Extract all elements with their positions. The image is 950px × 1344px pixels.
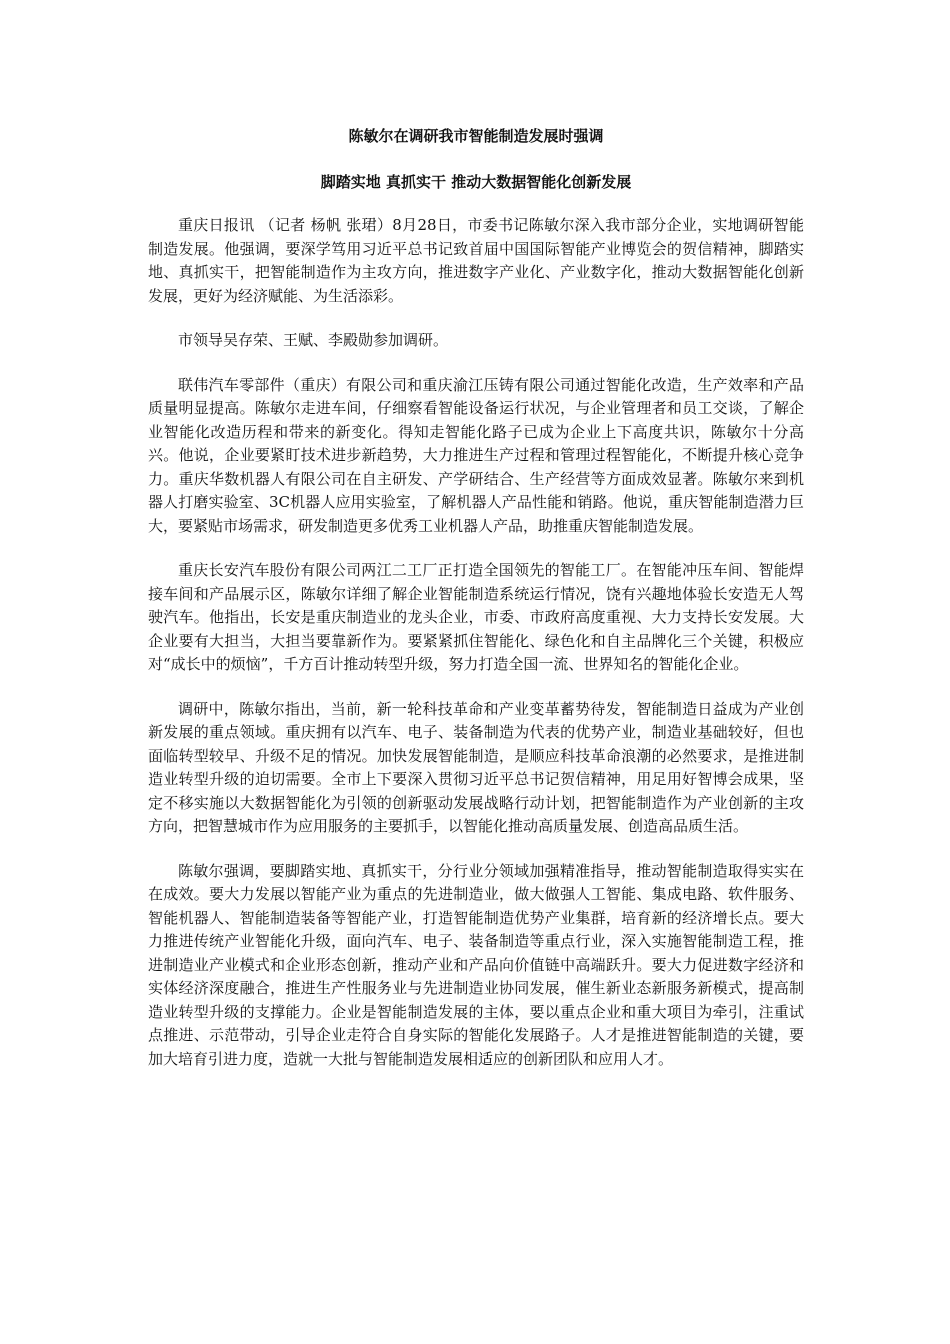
paragraph-lianwei-visit: 联伟汽车零部件（重庆）有限公司和重庆渝江压铸有限公司通过智能化改造，生产效率和产品质量明显提高。陈敏尔走进车间，仔细察看智能设备运行状况，与企业管理者和员工交谈，了解企业智能化改造历程和带来的新变化。得知走智能化路子已成为企业上下高度共识，陈敏尔十分高兴。他说，企业要紧盯技术进步新趋势，大力推进生产过程和管理过程智能化，不断提升核心竞争力。重庆华数机器人有限公司在自主研发、产学研结合、生产经营等方面成效显著。陈敏尔来到机器人打磨实验室、3C机器人应用实验室，了解机器人产品性能和销路。他说，重庆智能制造潜力巨大，要紧贴市场需求，研发制造更多优秀工业机器人产品，助推重庆智能制造发展。 xyxy=(148,375,804,535)
article-title: 陈敏尔在调研我市智能制造发展时强调 xyxy=(348,127,604,145)
article-subtitle: 脚踏实地 真抓实干 推动大数据智能化创新发展 xyxy=(320,173,632,191)
paragraph-changan-visit: 重庆长安汽车股份有限公司两江二工厂正打造全国领先的智能工厂。在智能冲压车间、智能焊接车间和产品展示区，陈敏尔详细了解企业智能制造系统运行情况，饶有兴趣地体验长安造无人驾驶汽车。他指出，长安是重庆制造业的龙头企业，市委、市政府高度重视、大力支持长安发展。大企业要有大担当，大担当要靠新作为。要紧紧抓住智能化、绿色化和自主品牌化三个关键，积极应对“成长中的烦恼”，千方百计推动转型升级，努力打造全国一流、世界知名的智能化企业。 xyxy=(148,561,804,673)
document-page xyxy=(148,126,804,1092)
paragraph-lead: 重庆日报讯 （记者 杨帆 张珺）8月28日，市委书记陈敏尔深入我市部分企业，实地调研智能制造发展。他强调，要深学笃用习近平总书记致首届中国国际智能产业博览会的贺信精神，脚踏实地、真抓实干，把智能制造作为主攻方向，推进数字产业化、产业数字化，推动大数据智能化创新发展，更好为经济赋能、为生活添彩。 xyxy=(148,216,804,305)
paragraph-remarks: 调研中，陈敏尔指出，当前，新一轮科技革命和产业变革蓄势待发，智能制造日益成为产业创新发展的重点领域。重庆拥有以汽车、电子、装备制造为代表的优势产业，制造业基础较好，但也面临转型较早、升级不足的情况。加快发展智能制造，是顺应科技革命浪潮的必然要求，是推进制造业转型升级的迫切需要。全市上下要深入贯彻习近平总书记贺信精神，用足用好智博会成果，坚定不移实施以大数据智能化为引领的创新驱动发展战略行动计划，把智能制造作为产业创新的主攻方向，把智慧城市作为应用服务的主要抓手，以智能化推动高质量发展、创造高品质生活。 xyxy=(148,699,804,835)
article-body xyxy=(148,214,804,1071)
paragraph-emphasis: 陈敏尔强调，要脚踏实地、真抓实干，分行业分领域加强精准指导，推动智能制造取得实实在在成效。要大力发展以智能产业为重点的先进制造业，做大做强人工智能、集成电路、软件服务、智能机器人、智能制造装备等智能产业，打造智能制造优势产业集群，培育新的经济增长点。要大力推进传统产业智能化升级，面向汽车、电子、装备制造等重点行业，深入实施智能制造工程，推进制造业产业模式和企业形态创新，推动产业和产品向价值链中高端跃升。要大力促进数字经济和实体经济深度融合，推进生产性服务业与先进制造业协同发展，催生新业态新服务新模式，提高制造业转型升级的支撑能力。企业是智能制造发展的主体，要以重点企业和重大项目为牵引，注重试点推进、示范带动，引导企业走符合自身实际的智能化发展路子。人才是推进智能制造的关键，要加大培育引进力度，造就一大批与智能制造发展相适应的创新团队和应用人才。 xyxy=(148,861,804,1068)
paragraph-attendees: 市领导吴存荣、王赋、李殿勋参加调研。 xyxy=(178,331,449,349)
